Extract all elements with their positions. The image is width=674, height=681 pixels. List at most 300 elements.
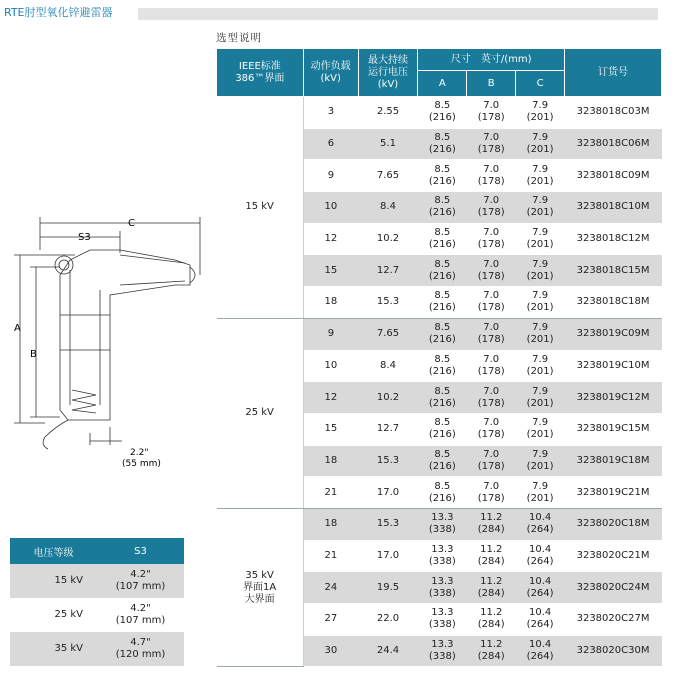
cell-duty (303, 255, 358, 287)
group-label-line: 大界面 (244, 593, 275, 605)
cell-duty (303, 287, 358, 319)
cell-b (467, 572, 516, 604)
cell-value-mm: (178) (477, 460, 505, 472)
cell-value: 8.5 (434, 100, 451, 112)
spring (72, 390, 96, 413)
cell-value: 15.3 (376, 518, 400, 530)
cell-mcov (358, 477, 418, 509)
cell-c (516, 160, 565, 192)
cell-value: 8.5 (434, 132, 451, 144)
cell-b (467, 540, 516, 572)
cell-value-mm: (201) (526, 429, 554, 441)
cell-a (418, 477, 467, 509)
cell-value: 3238020C27M (576, 613, 650, 625)
s3-voltage: 25 kV (54, 609, 83, 620)
cell-value-mm: (216) (428, 239, 456, 251)
s3-inch: 4.7" (130, 637, 151, 648)
cell-value: 7.0 (483, 195, 500, 207)
cell-duty (303, 445, 358, 477)
cell-value: 11.2 (480, 639, 503, 651)
cell-value: 10 (324, 201, 338, 213)
cell-a (418, 192, 467, 224)
cell-value: 7.0 (483, 258, 500, 270)
cell-value: 5.1 (380, 138, 396, 150)
cell-value: 6 (327, 138, 335, 150)
cell-c (516, 255, 565, 287)
cell-a (418, 160, 467, 192)
cell-value: 8.4 (380, 201, 396, 213)
cell-duty (303, 540, 358, 572)
cell-c (516, 508, 565, 540)
cell-value-mm: (216) (428, 492, 456, 504)
cell-value: 7.65 (376, 169, 400, 181)
cell-value-mm: (284) (477, 619, 505, 631)
group-label-line: 25 kV (245, 407, 274, 419)
cell-value-mm: (216) (428, 270, 456, 282)
cell-value: 10.2 (376, 233, 400, 245)
cell-value-mm: (201) (526, 112, 554, 124)
cell-b (467, 223, 516, 255)
cell-value: 13.3 (431, 512, 454, 524)
cell-value: 7.9 (532, 448, 549, 460)
cell-value: 10.4 (528, 575, 552, 587)
cell-value: 15 (324, 264, 338, 276)
cell-value: 15.3 (376, 296, 400, 308)
cell-value: 21 (324, 486, 338, 498)
cell-value: 18 (324, 454, 338, 466)
cell-value: 7.0 (483, 322, 500, 334)
cell-value: 7.9 (532, 132, 549, 144)
cell-a (418, 604, 467, 636)
cell-order (565, 97, 662, 129)
s3-mm: (120 mm) (115, 649, 166, 660)
cell-b (467, 477, 516, 509)
cell-value: 7.0 (483, 448, 500, 460)
cell-value-mm: (338) (428, 524, 456, 536)
cell-mcov (358, 223, 418, 255)
cell-mcov (358, 318, 418, 350)
cell-value-mm: (201) (526, 207, 554, 219)
cell-value: 7.0 (483, 480, 500, 492)
cell-value-mm: (178) (477, 492, 505, 504)
cell-value: 7.9 (532, 227, 549, 239)
cell-value: 13.3 (431, 639, 454, 651)
cell-value: 22.0 (376, 613, 400, 625)
cell-value-mm: (216) (428, 112, 456, 124)
s3-voltage: 35 kV (10, 632, 97, 666)
cell-value: 12 (324, 233, 338, 245)
cell-value: 8.5 (434, 480, 451, 492)
cell-value-mm: (216) (428, 429, 456, 441)
cell-c (516, 445, 565, 477)
cell-value-mm: (264) (526, 555, 554, 567)
cell-order (565, 350, 662, 382)
cell-value: 3238018C09M (576, 169, 650, 181)
cell-value-mm: (201) (526, 302, 554, 314)
s3-value (97, 564, 184, 598)
cell-order (565, 255, 662, 287)
cell-c (516, 604, 565, 636)
cell-value-mm: (216) (428, 207, 456, 219)
cell-value: 24 (324, 581, 338, 593)
cell-value: 12.7 (376, 264, 400, 276)
cell-mcov (358, 160, 418, 192)
cell-duty (303, 382, 358, 414)
cell-value: 3238019C09M (576, 328, 650, 340)
s3-table-body (10, 564, 184, 666)
cell-value-mm: (216) (428, 460, 456, 472)
cell-value-mm: (338) (428, 587, 456, 599)
cell-value: 18 (324, 296, 338, 308)
cell-value-mm: (284) (477, 651, 505, 663)
header-dims: 尺寸 英寸/(mm) (418, 49, 565, 71)
cell-value: 7.9 (532, 163, 549, 175)
cell-value: 7.0 (483, 100, 500, 112)
cell-mcov (358, 350, 418, 382)
label-dim-in: 2.2" (130, 448, 149, 458)
cell-order (565, 604, 662, 636)
cell-order (565, 223, 662, 255)
page-title: RTE肘型氧化锌避雷器 (4, 6, 113, 19)
cell-value-mm: (284) (477, 587, 505, 599)
cell-value: 12.7 (376, 423, 400, 435)
cell-value: 15 (324, 423, 338, 435)
cell-value-mm: (201) (526, 239, 554, 251)
cell-value: 8.5 (434, 258, 451, 270)
cell-duty (303, 192, 358, 224)
cell-c (516, 128, 565, 160)
label-a: A (14, 323, 21, 334)
cell-mcov (358, 97, 418, 129)
cell-value-mm: (178) (477, 175, 505, 187)
cell-order (565, 192, 662, 224)
cell-value: 7.9 (532, 480, 549, 492)
cell-value-mm: (216) (428, 144, 456, 156)
header (0, 4, 660, 22)
cell-value: 3238019C12M (576, 391, 650, 403)
cell-a (418, 445, 467, 477)
cell-b (467, 350, 516, 382)
cell-c (516, 540, 565, 572)
cell-mcov (358, 445, 418, 477)
cell-a (418, 508, 467, 540)
cell-value: 7.9 (532, 195, 549, 207)
cell-c (516, 97, 565, 129)
cell-value: 7.9 (532, 417, 549, 429)
cell-value-mm: (201) (526, 144, 554, 156)
header-ieee: IEEE标准 386™界面 (217, 49, 304, 97)
cell-a (418, 287, 467, 319)
cell-c (516, 192, 565, 224)
group-label-line: 35 kV (245, 569, 274, 581)
cell-value: 17.0 (376, 486, 400, 498)
cell-value: 30 (324, 645, 338, 657)
label-s3: S3 (78, 232, 91, 243)
cell-value: 8.5 (434, 322, 451, 334)
cell-value-mm: (264) (526, 651, 554, 663)
cell-value: 7.0 (483, 227, 500, 239)
cell-value: 3 (327, 106, 335, 118)
cell-mcov (358, 382, 418, 414)
cell-b (467, 97, 516, 129)
cell-value: 7.0 (483, 290, 500, 302)
s3-header-s3: S3 (97, 538, 184, 564)
cell-value: 8.5 (434, 417, 451, 429)
cell-duty (303, 477, 358, 509)
cell-value: 8.5 (434, 195, 451, 207)
cell-value-mm: (178) (477, 397, 505, 409)
cell-value: 3238019C10M (576, 359, 650, 371)
cell-mcov (358, 540, 418, 572)
cell-value: 7.9 (532, 322, 549, 334)
cell-value-mm: (201) (526, 175, 554, 187)
cell-value-mm: (201) (526, 460, 554, 472)
cell-value: 10.4 (528, 607, 552, 619)
cell-b (467, 255, 516, 287)
cell-a (418, 572, 467, 604)
cell-value: 3238019C15M (576, 423, 650, 435)
cell-order (565, 635, 662, 667)
cell-value: 3238019C18M (576, 454, 650, 466)
cell-value: 7.9 (532, 353, 549, 365)
cell-mcov (358, 287, 418, 319)
cell-value-mm: (216) (428, 302, 456, 314)
arrester-body (60, 250, 190, 420)
cell-value: 3238018C18M (576, 296, 650, 308)
section-subtitle: 选型说明 (216, 32, 262, 44)
cell-b (467, 413, 516, 445)
cell-value: 18 (324, 518, 338, 530)
cell-value-mm: (178) (477, 429, 505, 441)
group-label (217, 508, 304, 666)
cell-value: 8.5 (434, 163, 451, 175)
cell-value: 8.5 (434, 290, 451, 302)
cell-mcov (358, 192, 418, 224)
cell-b (467, 160, 516, 192)
cell-value: 19.5 (376, 581, 400, 593)
cell-value: 8.4 (380, 359, 396, 371)
cell-value-mm: (178) (477, 334, 505, 346)
cell-value: 3238020C24M (576, 581, 650, 593)
s3-header-voltage: 电压等级 (10, 538, 97, 564)
cell-value-mm: (178) (477, 365, 505, 377)
cell-mcov (358, 508, 418, 540)
cell-b (467, 508, 516, 540)
cell-duty (303, 160, 358, 192)
cell-duty (303, 572, 358, 604)
cell-duty (303, 508, 358, 540)
cell-value: 8.5 (434, 448, 451, 460)
cell-value: 10.2 (376, 391, 400, 403)
cell-value: 11.2 (480, 607, 503, 619)
cell-value: 12 (324, 391, 338, 403)
cell-order (565, 477, 662, 509)
cell-value-mm: (178) (477, 207, 505, 219)
cell-c (516, 477, 565, 509)
cell-duty (303, 318, 358, 350)
cell-mcov (358, 604, 418, 636)
group-label (217, 97, 304, 319)
cell-mcov (358, 572, 418, 604)
header-mcov: 最大持续 运行电压 (kV) (358, 49, 418, 97)
cell-duty (303, 223, 358, 255)
label-c: C (128, 218, 135, 229)
cell-value: 15.3 (376, 454, 400, 466)
cell-mcov (358, 255, 418, 287)
cell-value-mm: (284) (477, 524, 505, 536)
title-bar (138, 8, 658, 20)
header-order: 订货号 (565, 49, 662, 97)
cell-b (467, 635, 516, 667)
cell-value: 13.3 (431, 607, 454, 619)
cell-value-mm: (178) (477, 112, 505, 124)
group-label-line: 15 kV (245, 201, 274, 213)
group-label (217, 318, 304, 508)
cell-order (565, 540, 662, 572)
cell-b (467, 382, 516, 414)
selection-table (216, 48, 662, 667)
ground-lead (43, 420, 68, 449)
cell-b (467, 445, 516, 477)
cell-value: 27 (324, 613, 338, 625)
cell-value: 3238020C30M (576, 645, 650, 657)
cell-c (516, 572, 565, 604)
arrester-drawing (0, 205, 210, 475)
cell-value-mm: (216) (428, 175, 456, 187)
cell-value: 8.5 (434, 227, 451, 239)
cell-value: 7.0 (483, 132, 500, 144)
cell-value: 11.2 (480, 543, 503, 555)
cell-value-mm: (338) (428, 555, 456, 567)
cell-value: 3238018C12M (576, 233, 650, 245)
cell-a (418, 97, 467, 129)
cell-value: 13.3 (431, 543, 454, 555)
label-dim-mm: (55 mm) (122, 459, 161, 469)
cell-value-mm: (264) (526, 587, 554, 599)
cell-value: 10.4 (528, 639, 552, 651)
selection-table-body (217, 97, 662, 667)
cell-value: 21 (324, 549, 338, 561)
cell-a (418, 635, 467, 667)
cell-c (516, 413, 565, 445)
cell-value: 3238018C15M (576, 264, 650, 276)
header-c: C (516, 71, 565, 97)
cell-mcov (358, 635, 418, 667)
cell-value: 2.55 (376, 106, 400, 118)
cell-duty (303, 635, 358, 667)
cell-a (418, 413, 467, 445)
cell-value-mm: (201) (526, 365, 554, 377)
cell-value-mm: (216) (428, 365, 456, 377)
cell-c (516, 350, 565, 382)
cell-duty (303, 604, 358, 636)
cell-c (516, 318, 565, 350)
cell-b (467, 192, 516, 224)
cell-value: 7.0 (483, 353, 500, 365)
cell-value: 3238018C03M (576, 106, 650, 118)
cell-value-mm: (178) (477, 270, 505, 282)
cell-mcov (358, 413, 418, 445)
header-duty: 动作负载 (kV) (303, 49, 358, 97)
cell-order (565, 572, 662, 604)
cell-value-mm: (216) (428, 334, 456, 346)
cell-value: 7.0 (483, 163, 500, 175)
cell-value-mm: (264) (526, 619, 554, 631)
cell-order (565, 508, 662, 540)
cell-value: 9 (327, 328, 335, 340)
cell-c (516, 287, 565, 319)
cell-value-mm: (178) (477, 144, 505, 156)
s3-row (10, 598, 184, 632)
cell-c (516, 635, 565, 667)
cell-mcov (358, 128, 418, 160)
cell-value-mm: (216) (428, 397, 456, 409)
s3-inch: 4.2" (130, 569, 151, 580)
cell-value: 10 (324, 359, 338, 371)
cell-value-mm: (264) (526, 524, 554, 536)
cell-value: 24.4 (376, 645, 400, 657)
cell-value: 7.9 (532, 258, 549, 270)
cell-value: 7.65 (376, 328, 400, 340)
cell-a (418, 128, 467, 160)
cell-value: 3238020C18M (576, 518, 650, 530)
cell-value: 3238018C10M (576, 201, 650, 213)
cell-c (516, 382, 565, 414)
cell-order (565, 160, 662, 192)
cell-value: 7.0 (483, 385, 500, 397)
cell-order (565, 287, 662, 319)
cell-value: 8.5 (434, 353, 451, 365)
cell-order (565, 318, 662, 350)
cell-order (565, 128, 662, 160)
s3-mm: (107 mm) (115, 581, 166, 592)
cell-c (516, 223, 565, 255)
cell-a (418, 350, 467, 382)
cell-value: 3238020C21M (576, 549, 650, 561)
cell-a (418, 382, 467, 414)
group-label-line: 界面1A (243, 581, 277, 593)
cell-value: 3238019C21M (576, 486, 650, 498)
table-row (217, 508, 662, 540)
cell-duty (303, 97, 358, 129)
cell-value: 11.2 (480, 512, 503, 524)
s3-row (10, 564, 184, 598)
cell-value-mm: (201) (526, 492, 554, 504)
cell-value: 7.9 (532, 385, 549, 397)
cell-value-mm: (338) (428, 619, 456, 631)
cell-b (467, 287, 516, 319)
cell-b (467, 128, 516, 160)
cell-b (467, 604, 516, 636)
s3-value (97, 632, 184, 666)
cell-b (467, 318, 516, 350)
cell-value: 7.9 (532, 100, 549, 112)
s3-inch: 4.2" (130, 603, 151, 614)
cell-duty (303, 350, 358, 382)
cell-order (565, 445, 662, 477)
table-row (217, 318, 662, 350)
cell-value: 7.9 (532, 290, 549, 302)
cell-value-mm: (284) (477, 555, 505, 567)
cell-value: 7.0 (483, 417, 500, 429)
s3-row (10, 632, 184, 666)
cell-order (565, 413, 662, 445)
cell-value-mm: (178) (477, 239, 505, 251)
cell-value: 8.5 (434, 385, 451, 397)
cell-a (418, 540, 467, 572)
header-a: A (418, 71, 467, 97)
cell-a (418, 255, 467, 287)
